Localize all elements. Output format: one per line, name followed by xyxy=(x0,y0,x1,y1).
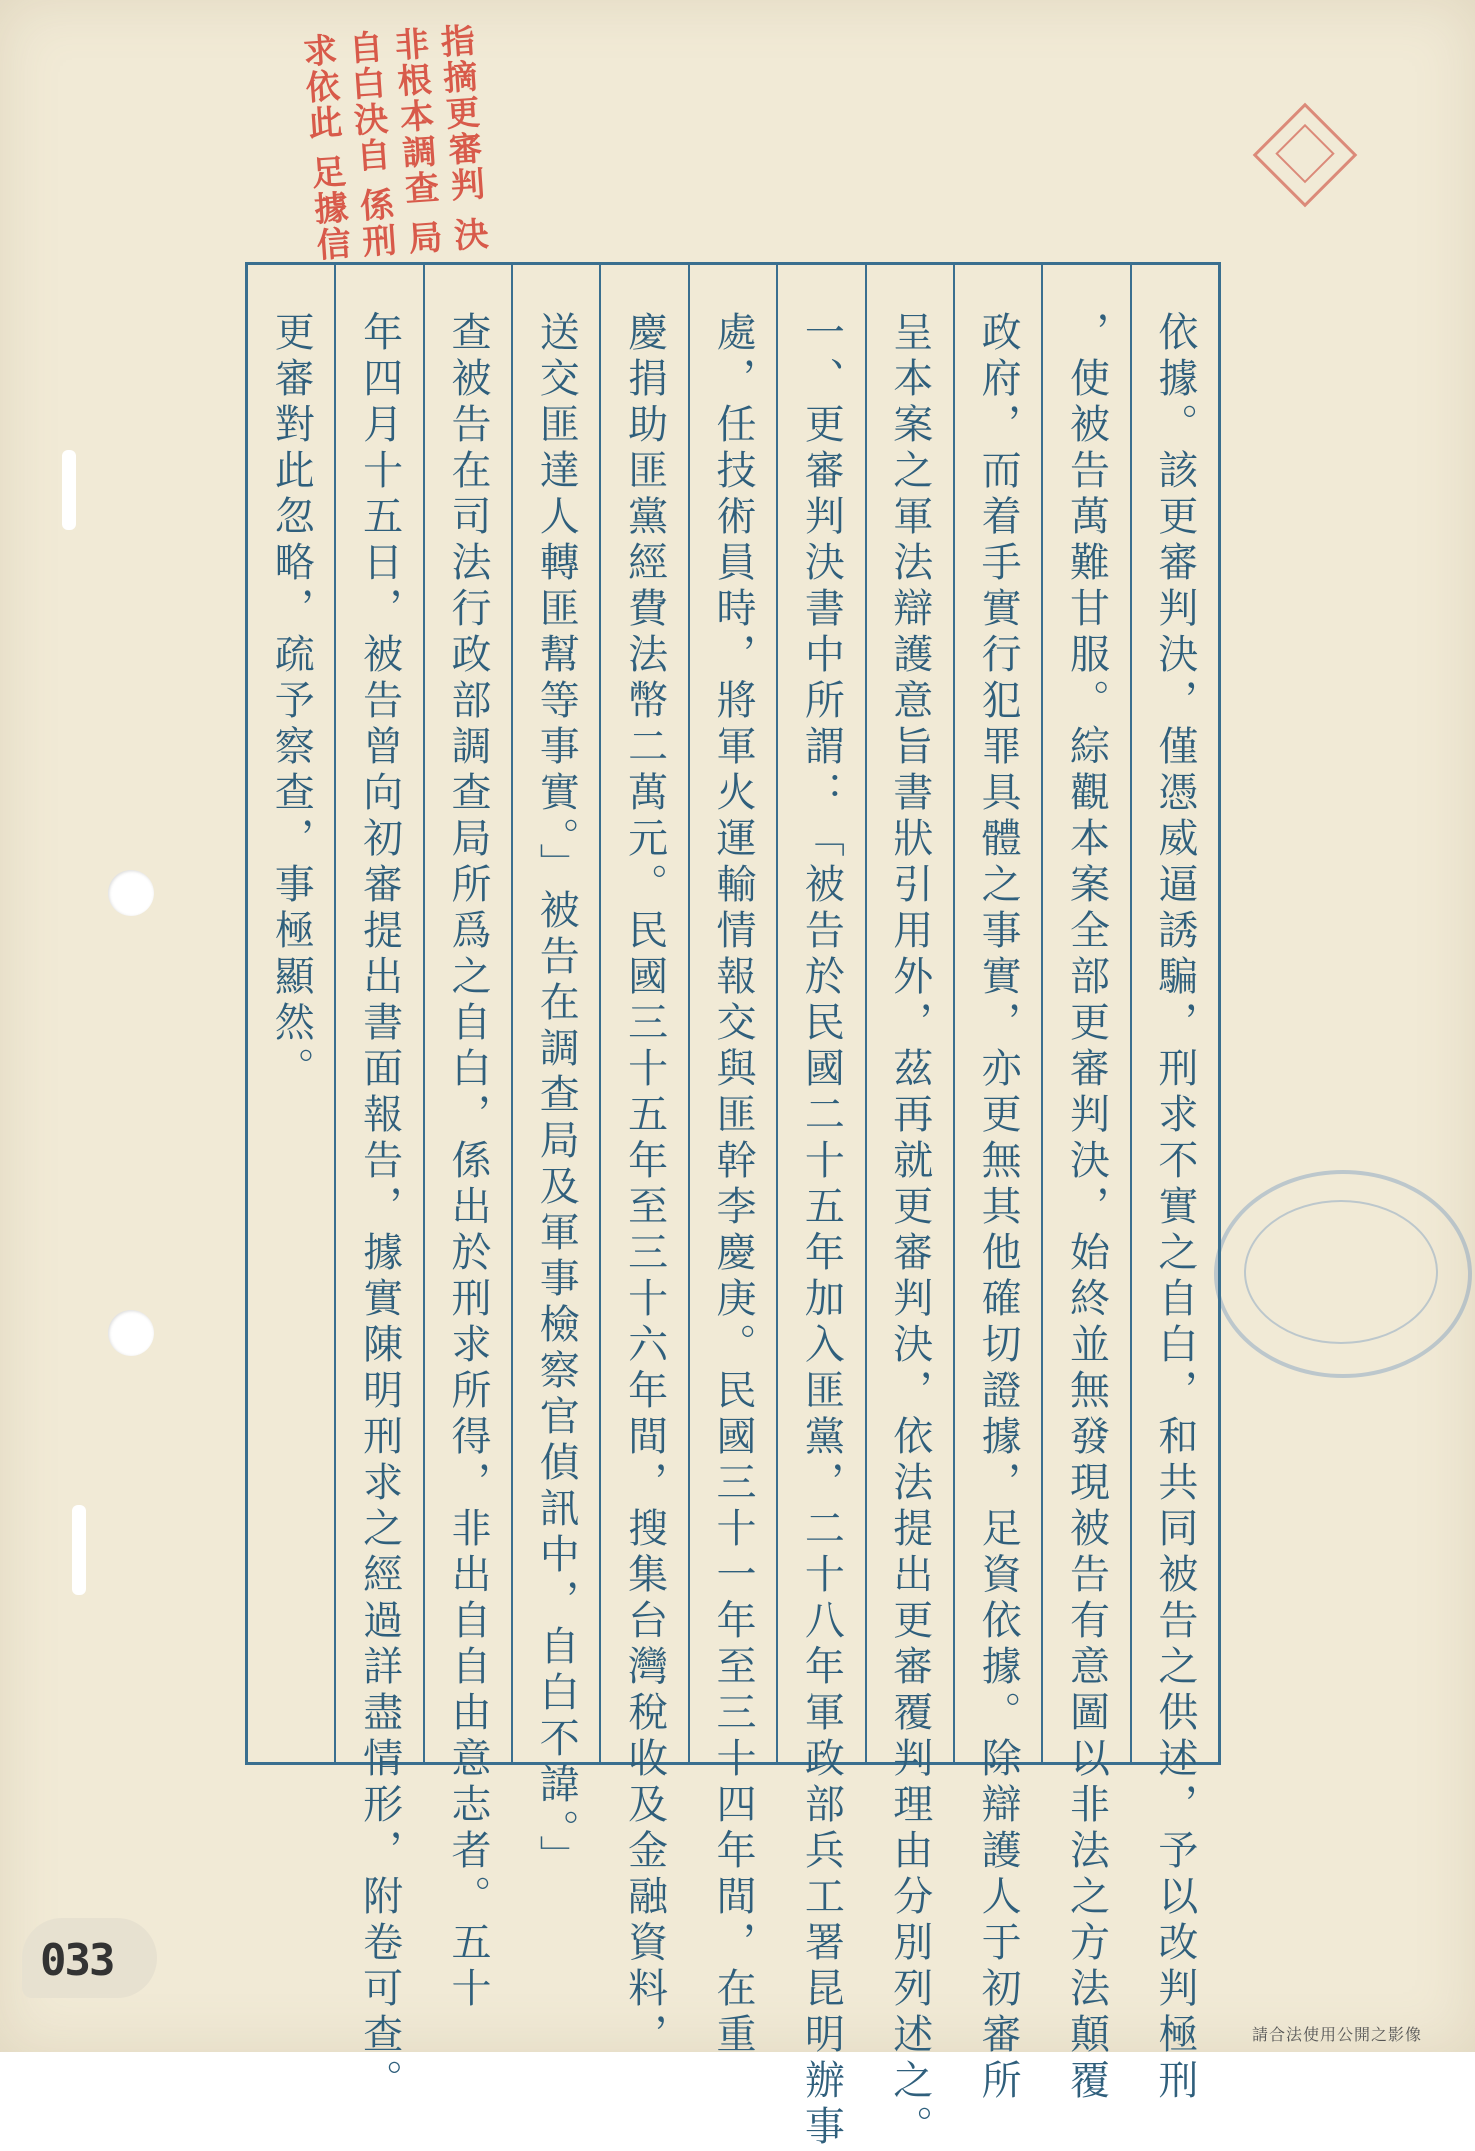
punch-hole-bottom xyxy=(108,1310,154,1356)
blue-oval-stamp xyxy=(1214,1170,1472,1378)
column-text: 更審對此忽略，疏予察查，事極顯然。 xyxy=(268,311,315,1093)
column-text: 慶捐助匪黨經費法幣二萬元。民國三十五年至三十六年間，搜集台灣稅收及金融資料， xyxy=(621,311,668,2059)
annotation-line: 決非根本調查 xyxy=(387,25,490,255)
punch-hole-top xyxy=(108,870,154,916)
text-frame xyxy=(245,262,1221,2151)
text-column xyxy=(336,265,424,2105)
column-text: 查被告在司法行政部調查局所爲之自白，係出於刑求所得，非出自自由意志者。五十 xyxy=(444,311,491,2013)
column-text: 呈本案之軍法辯護意旨書狀引用外，茲再就更審判決，依法提出更審覆判理由分別列述之。 xyxy=(886,311,933,2151)
page-number: 033 xyxy=(40,1935,114,1986)
handwritten-annotation xyxy=(293,22,494,284)
red-seal-stamp xyxy=(1253,103,1358,208)
text-column xyxy=(513,265,601,1881)
text-column xyxy=(867,265,955,2151)
text-column xyxy=(778,265,866,2151)
text-column xyxy=(248,265,336,1762)
column-text: ，使被告萬難甘服。綜觀本案全部更審判決，始終並無發現被告有意圖以非法之方法顛覆 xyxy=(1063,311,1110,2105)
text-column xyxy=(690,265,778,2059)
text-column xyxy=(425,265,513,2013)
column-text: 政府，而着手實行犯罪具體之事實，亦更無其他確切證據，足資依據。除辯護人于初審所 xyxy=(975,311,1022,2105)
text-column xyxy=(955,265,1043,2105)
footer-note: 請合法使用公開之影像 xyxy=(1252,2025,1423,2044)
column-text: 年四月十五日，被告曾向初審提出書面報告，據實陳明刑求之經過詳盡情形，附卷可查。 xyxy=(356,311,403,2105)
text-column xyxy=(601,265,689,2059)
text-column xyxy=(1132,265,1218,2105)
binding-tear-bottom xyxy=(72,1505,86,1595)
column-text: 送交匪達人轉匪幫等事實。」被告在調查局及軍事檢察官偵訊中，自白不諱。」 xyxy=(533,311,580,1881)
binding-tear-top xyxy=(62,450,76,530)
annotation-line: 係刑求依此 xyxy=(295,31,398,261)
column-text: 一、更審判決書中所謂：「被告於民國二十五年加入匪黨，二十八年軍政部兵工署昆明辦事 xyxy=(798,311,845,2151)
annotation-line: 指摘更審判 xyxy=(433,22,486,205)
annotation-line: 足據信 xyxy=(303,153,352,264)
column-text: 依據。該更審判決，僅憑威逼誘騙，刑求不實之自白，和共同被告之供述，予以改判極刑 xyxy=(1151,311,1198,2105)
column-text: 處，任技術員時，將軍火運輸情報交與匪幹李慶庚。民國三十一年至三十四年間，在重 xyxy=(710,311,757,2059)
text-column xyxy=(1043,265,1131,2105)
annotation-line: 局自白決自 xyxy=(341,28,444,258)
